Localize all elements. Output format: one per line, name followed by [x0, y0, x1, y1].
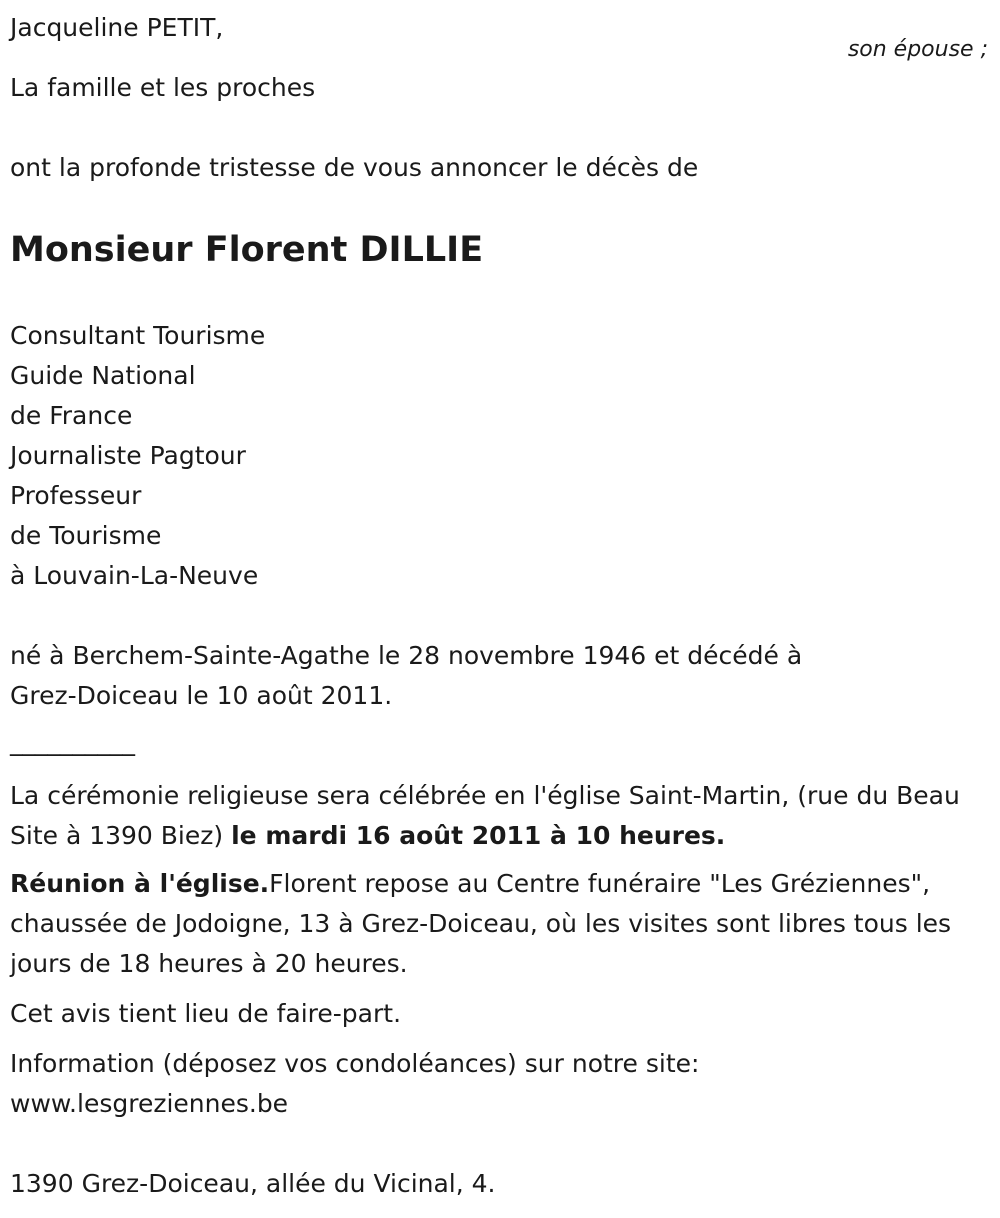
ceremony-paragraph: [10, 776, 995, 856]
meeting-bold: Réunion à l'église.: [10, 869, 270, 898]
title-item: Guide National: [10, 361, 196, 390]
birth-death-line-1: né à Berchem-Sainte-Agathe le 28 novembre 1946 et décédé à: [10, 641, 803, 670]
meeting-text: Florent repose au Centre funéraire "Les Gréziennes", chaussée de Jodoigne, 13 à Grez-Doiceau, où les visites sont libres tous les jours de 18 heures à 20 heures.: [10, 869, 952, 978]
title-item: Professeur: [10, 481, 142, 510]
birth-death-line-2: Grez-Doiceau le 10 août 2011.: [10, 681, 393, 710]
address: 1390 Grez-Doiceau, allée du Vicinal, 4.: [10, 1169, 496, 1198]
titles-list: [10, 316, 995, 596]
deceased-name: Monsieur Florent DILLIE: [10, 230, 484, 270]
title-item: Journaliste Pagtour: [10, 441, 246, 470]
separator: __________: [10, 727, 135, 756]
notice-text: Cet avis tient lieu de faire-part.: [10, 999, 402, 1028]
title-item: de Tourisme: [10, 521, 162, 550]
meeting-paragraph: [10, 864, 995, 984]
ceremony-date: le mardi 16 août 2011 à 10 heures.: [231, 821, 726, 850]
info-line: Information (déposez vos condoléances) sur notre site:: [10, 1049, 700, 1078]
title-item: à Louvain-La-Neuve: [10, 561, 259, 590]
spouse-name: Jacqueline PETIT,: [10, 13, 224, 42]
title-item: de France: [10, 401, 133, 430]
title-item: Consultant Tourisme: [10, 321, 266, 350]
spouse-role: son épouse ;: [847, 37, 988, 62]
website-link[interactable]: www.lesgreziennes.be: [10, 1089, 289, 1118]
announcement-text: ont la profonde tristesse de vous annoncer le décès de: [10, 153, 699, 182]
family-line: La famille et les proches: [10, 73, 316, 102]
ceremony-text: La cérémonie religieuse sera célébrée en l'église Saint-Martin, (rue du Beau Site à 1390 Biez): [10, 781, 960, 850]
